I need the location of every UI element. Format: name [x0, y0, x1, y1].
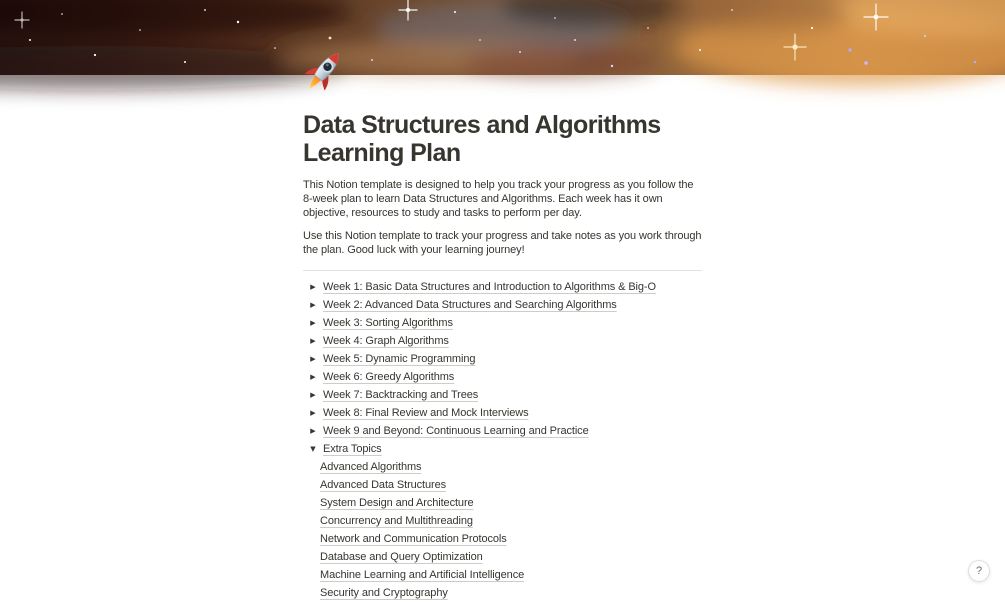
- toggle-row: [303, 386, 703, 404]
- sub-item-row: [303, 476, 703, 494]
- toggle-expand-button[interactable]: [306, 280, 320, 294]
- toggle-row: [303, 314, 703, 332]
- sub-item-row: [303, 494, 703, 512]
- sub-item-row: [303, 512, 703, 530]
- divider: [303, 270, 702, 271]
- toggle-expand-button[interactable]: [306, 334, 320, 348]
- toggle-expand-button[interactable]: [306, 370, 320, 384]
- toggle-expand-button[interactable]: [306, 388, 320, 402]
- sub-page-link[interactable]: Security and Cryptography: [320, 587, 448, 599]
- sub-item-row: [303, 458, 703, 476]
- toggle-expand-button[interactable]: [306, 352, 320, 366]
- toggle-page-link[interactable]: Week 5: Dynamic Programming: [323, 353, 476, 365]
- triangle-right-icon: ▶: [310, 390, 316, 399]
- help-button[interactable]: ?: [968, 560, 990, 582]
- triangle-down-icon: ▼: [310, 444, 316, 453]
- toggle-row: [303, 296, 703, 314]
- rocket-icon[interactable]: [300, 47, 348, 95]
- sub-page-link[interactable]: Machine Learning and Artificial Intelligence: [320, 569, 525, 581]
- sub-page-link[interactable]: Network and Communication Protocols: [320, 533, 507, 545]
- toggle-row: [303, 368, 703, 386]
- sub-item-row: [303, 566, 703, 584]
- sub-item-row: [303, 548, 703, 566]
- toggle-row: [303, 278, 703, 296]
- triangle-right-icon: ▶: [310, 426, 316, 435]
- triangle-right-icon: ▶: [310, 354, 316, 363]
- toggle-row: [303, 440, 703, 458]
- page-description: [303, 178, 703, 257]
- description-paragraph[interactable]: This Notion template is designed to help you track your progress as you follow the 8-week plan to learn Data Structures and Algorithms. Each week has it own objective, resources to study and tasks to perform per day.: [303, 179, 694, 219]
- toggle-page-link[interactable]: Week 2: Advanced Data Structures and Searching Algorithms: [323, 299, 617, 311]
- toggle-page-link[interactable]: Extra Topics: [323, 443, 382, 455]
- toggle-page-link[interactable]: Week 9 and Beyond: Continuous Learning and Practice: [323, 425, 589, 437]
- triangle-right-icon: ▶: [310, 300, 316, 309]
- toggle-page-link[interactable]: Week 4: Graph Algorithms: [323, 335, 449, 347]
- triangle-right-icon: ▶: [310, 408, 316, 417]
- toggle-page-link[interactable]: Week 7: Backtracking and Trees: [323, 389, 479, 401]
- triangle-right-icon: ▶: [310, 282, 316, 291]
- page-title-line: Learning Plan: [303, 139, 461, 167]
- toggle-expand-button[interactable]: [306, 298, 320, 312]
- cover-image: [0, 0, 1005, 75]
- page-title[interactable]: [303, 111, 703, 167]
- page-title-line: Data Structures and Algorithms: [303, 111, 661, 139]
- toggle-row: [303, 422, 703, 440]
- sub-page-link[interactable]: System Design and Architecture: [320, 497, 474, 509]
- toggle-expand-button[interactable]: [306, 316, 320, 330]
- sub-page-link[interactable]: Advanced Data Structures: [320, 479, 447, 491]
- toggle-row: [303, 404, 703, 422]
- toggle-collapse-button[interactable]: [306, 442, 320, 456]
- toggle-list: [303, 278, 703, 602]
- triangle-right-icon: ▶: [310, 372, 316, 381]
- sub-page-link[interactable]: Advanced Algorithms: [320, 461, 422, 473]
- triangle-right-icon: ▶: [310, 318, 316, 327]
- toggle-expand-button[interactable]: [306, 406, 320, 420]
- description-paragraph[interactable]: Use this Notion template to track your progress and take notes as you work through the plan. Good luck with your learning journey!: [303, 230, 702, 256]
- toggle-page-link[interactable]: Week 3: Sorting Algorithms: [323, 317, 453, 329]
- sub-item-row: [303, 584, 703, 602]
- triangle-right-icon: ▶: [310, 336, 316, 345]
- sub-page-link[interactable]: Database and Query Optimization: [320, 551, 483, 563]
- toggle-page-link[interactable]: Week 8: Final Review and Mock Interviews: [323, 407, 529, 419]
- page-body: [303, 111, 703, 602]
- toggle-page-link[interactable]: Week 6: Greedy Algorithms: [323, 371, 455, 383]
- toggle-expand-button[interactable]: [306, 424, 320, 438]
- toggle-row: [303, 332, 703, 350]
- sub-item-row: [303, 530, 703, 548]
- toggle-row: [303, 350, 703, 368]
- toggle-page-link[interactable]: Week 1: Basic Data Structures and Introduction to Algorithms & Big-O: [323, 281, 656, 293]
- sub-page-link[interactable]: Concurrency and Multithreading: [320, 515, 473, 527]
